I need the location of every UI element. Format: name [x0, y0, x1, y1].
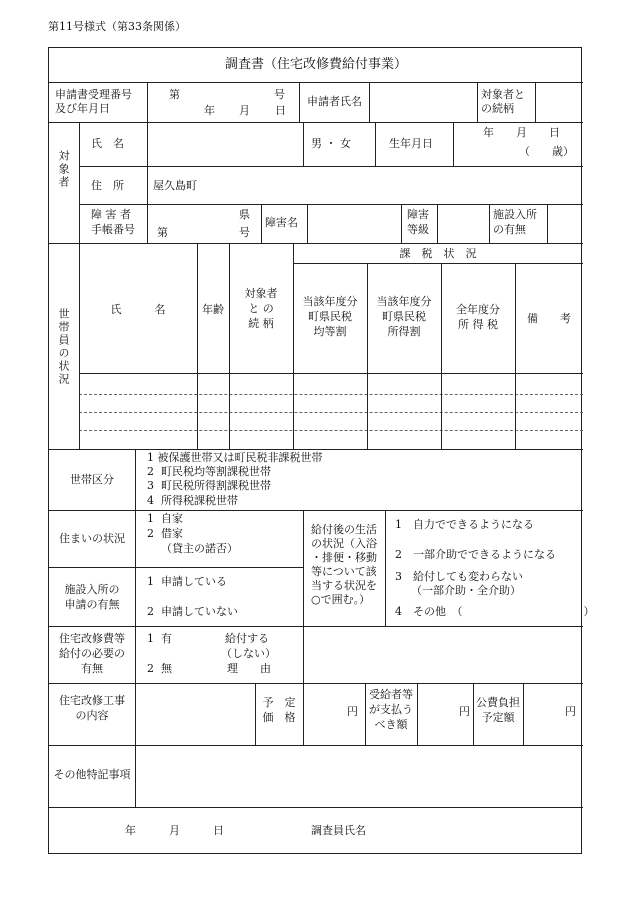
subject-side-label: 対象者 [57, 150, 70, 189]
prefecture-label: 県 [239, 208, 250, 221]
public-burden-label: 予定額 [481, 711, 515, 724]
recipient-label: 受給者等 [369, 688, 413, 701]
tax-status-header: 課 税 状 況 [399, 247, 477, 260]
necessity-label: 有無 [81, 662, 103, 675]
col-relation-1: 対象者 [244, 287, 278, 300]
handbook-dai: 第 [157, 226, 168, 239]
grade-label: 障害 [407, 208, 429, 221]
necessity-label: 住宅改修費等 [59, 632, 125, 645]
household-category-option: 4 所得税課税世帯 [147, 494, 238, 507]
post-benefit-option: 2 一部介助でできるようになる [395, 548, 556, 561]
col-remarks: 備 考 [527, 312, 571, 325]
post-benefit-option: 4 その他 （ ） [395, 605, 595, 618]
reception-label-2: 及び年月日 [55, 102, 110, 115]
relation-label-2: の続柄 [481, 102, 514, 115]
col-name: 氏 名 [110, 303, 166, 316]
planned-price-label-2: 価 格 [262, 711, 296, 724]
planned-price-label: 予 定 [262, 696, 296, 709]
handbook-go: 号 [239, 226, 250, 239]
post-benefit-label: 給付後の生活 [311, 523, 377, 536]
grade-label-2: 等級 [407, 223, 429, 236]
post-benefit-option: 3 給付しても変わらない [395, 570, 523, 583]
reception-day: 日 [275, 104, 286, 117]
benefit-label-2: （しない） [221, 647, 276, 660]
form-title: 調査書（住宅改修費給付事業） [224, 57, 407, 72]
gender-options: 男 ・ 女 [311, 137, 351, 150]
applicant-name-label: 申請者氏名 [307, 95, 362, 108]
reason-label: 理 由 [227, 662, 271, 675]
household-category-option: 2 町民税均等割課税世帯 [147, 465, 271, 478]
handbook-label: 障 害 者 [91, 208, 131, 221]
col-income-tax-2: 町県民税 [382, 310, 426, 323]
necessity-yes: 1 有 [147, 632, 172, 645]
residence-rent: 2 借家 [147, 527, 183, 540]
residence-own: 1 自家 [147, 512, 183, 525]
yen-unit: 円 [347, 705, 358, 718]
facility-app-label-2: 申請の有無 [64, 598, 120, 611]
birth-date-label: 生年月日 [389, 137, 433, 150]
col-equal-tax-3: 均等割 [313, 325, 347, 338]
yen-unit: 円 [459, 705, 470, 718]
benefit-label: 給付する [225, 632, 269, 645]
footer-date: 年 月 日 [125, 824, 224, 837]
post-benefit-label: ○で囲む。） [311, 593, 371, 606]
household-category-option: 3 町民税所得割課税世帯 [147, 479, 271, 492]
col-relation-3: 続 柄 [248, 317, 274, 330]
facility-label: 施設入所 [493, 208, 537, 221]
post-benefit-label: 当する状況を [311, 579, 377, 592]
birth-date-ymd: 年 月 日 [483, 126, 560, 139]
post-benefit-label: の状況（入浴 [311, 537, 377, 550]
investigator-label: 調査員氏名 [311, 824, 366, 837]
col-age: 年齢 [202, 303, 224, 316]
residence-label: 住まいの状況 [59, 532, 125, 545]
col-relation-2: と の [248, 302, 274, 315]
post-benefit-option: 1 自力でできるようになる [395, 518, 534, 531]
col-equal-tax-1: 当該年度分 [302, 295, 358, 308]
facility-app-label: 施設入所の [64, 583, 120, 596]
public-burden-label: 公費負担 [476, 696, 520, 709]
necessity-no: 2 無 [147, 662, 172, 675]
construction-label-2: の内容 [75, 709, 109, 722]
residence-rent-note: （貸主の諾否） [161, 542, 238, 555]
yen-unit: 円 [565, 705, 576, 718]
col-income-tax-3: 所得割 [387, 325, 421, 338]
col-equal-tax-2: 町県民税 [308, 310, 352, 323]
form-number: 第11号様式（第33条関係） [48, 20, 186, 33]
col-prev-tax-1: 全年度分 [456, 303, 500, 316]
reception-dai: 第 [169, 88, 180, 101]
reception-label: 申請書受理番号 [55, 88, 132, 101]
household-category-label: 世帯区分 [70, 473, 114, 486]
disability-name-label: 障害名 [265, 216, 298, 229]
household-category-option: 1 被保護世帯又は町民税非課税世帯 [147, 451, 323, 464]
col-income-tax-1: 当該年度分 [376, 295, 432, 308]
survey-form [48, 47, 595, 854]
reception-go: 号 [274, 88, 285, 101]
address-value: 屋久島町 [153, 179, 197, 192]
handbook-label-2: 手帳番号 [91, 223, 135, 236]
household-side-label: 世帯員の状況 [57, 308, 70, 386]
post-benefit-label: ・排便・移動 [311, 551, 377, 564]
col-prev-tax-2: 所 得 税 [458, 318, 498, 331]
reception-month: 月 [239, 104, 250, 117]
recipient-label: べき額 [374, 718, 408, 731]
recipient-label: が支払う [369, 703, 413, 716]
post-benefit-label: 等について該 [311, 565, 377, 578]
name-label: 氏 名 [91, 137, 124, 150]
relation-label: 対象者と [481, 88, 525, 101]
facility-label-2: の有無 [493, 223, 526, 236]
necessity-label: 給付の必要の [59, 647, 125, 660]
address-label: 住 所 [91, 179, 124, 192]
other-notes-label: その他特記事項 [53, 768, 131, 781]
construction-label: 住宅改修工事 [59, 694, 125, 707]
facility-app-no: 2 申請していない [147, 605, 238, 618]
age-field: （ 歳） [519, 145, 574, 158]
facility-app-yes: 1 申請している [147, 575, 227, 588]
post-benefit-option: （一部介助・全介助） [411, 584, 521, 597]
reception-year: 年 [204, 104, 215, 117]
